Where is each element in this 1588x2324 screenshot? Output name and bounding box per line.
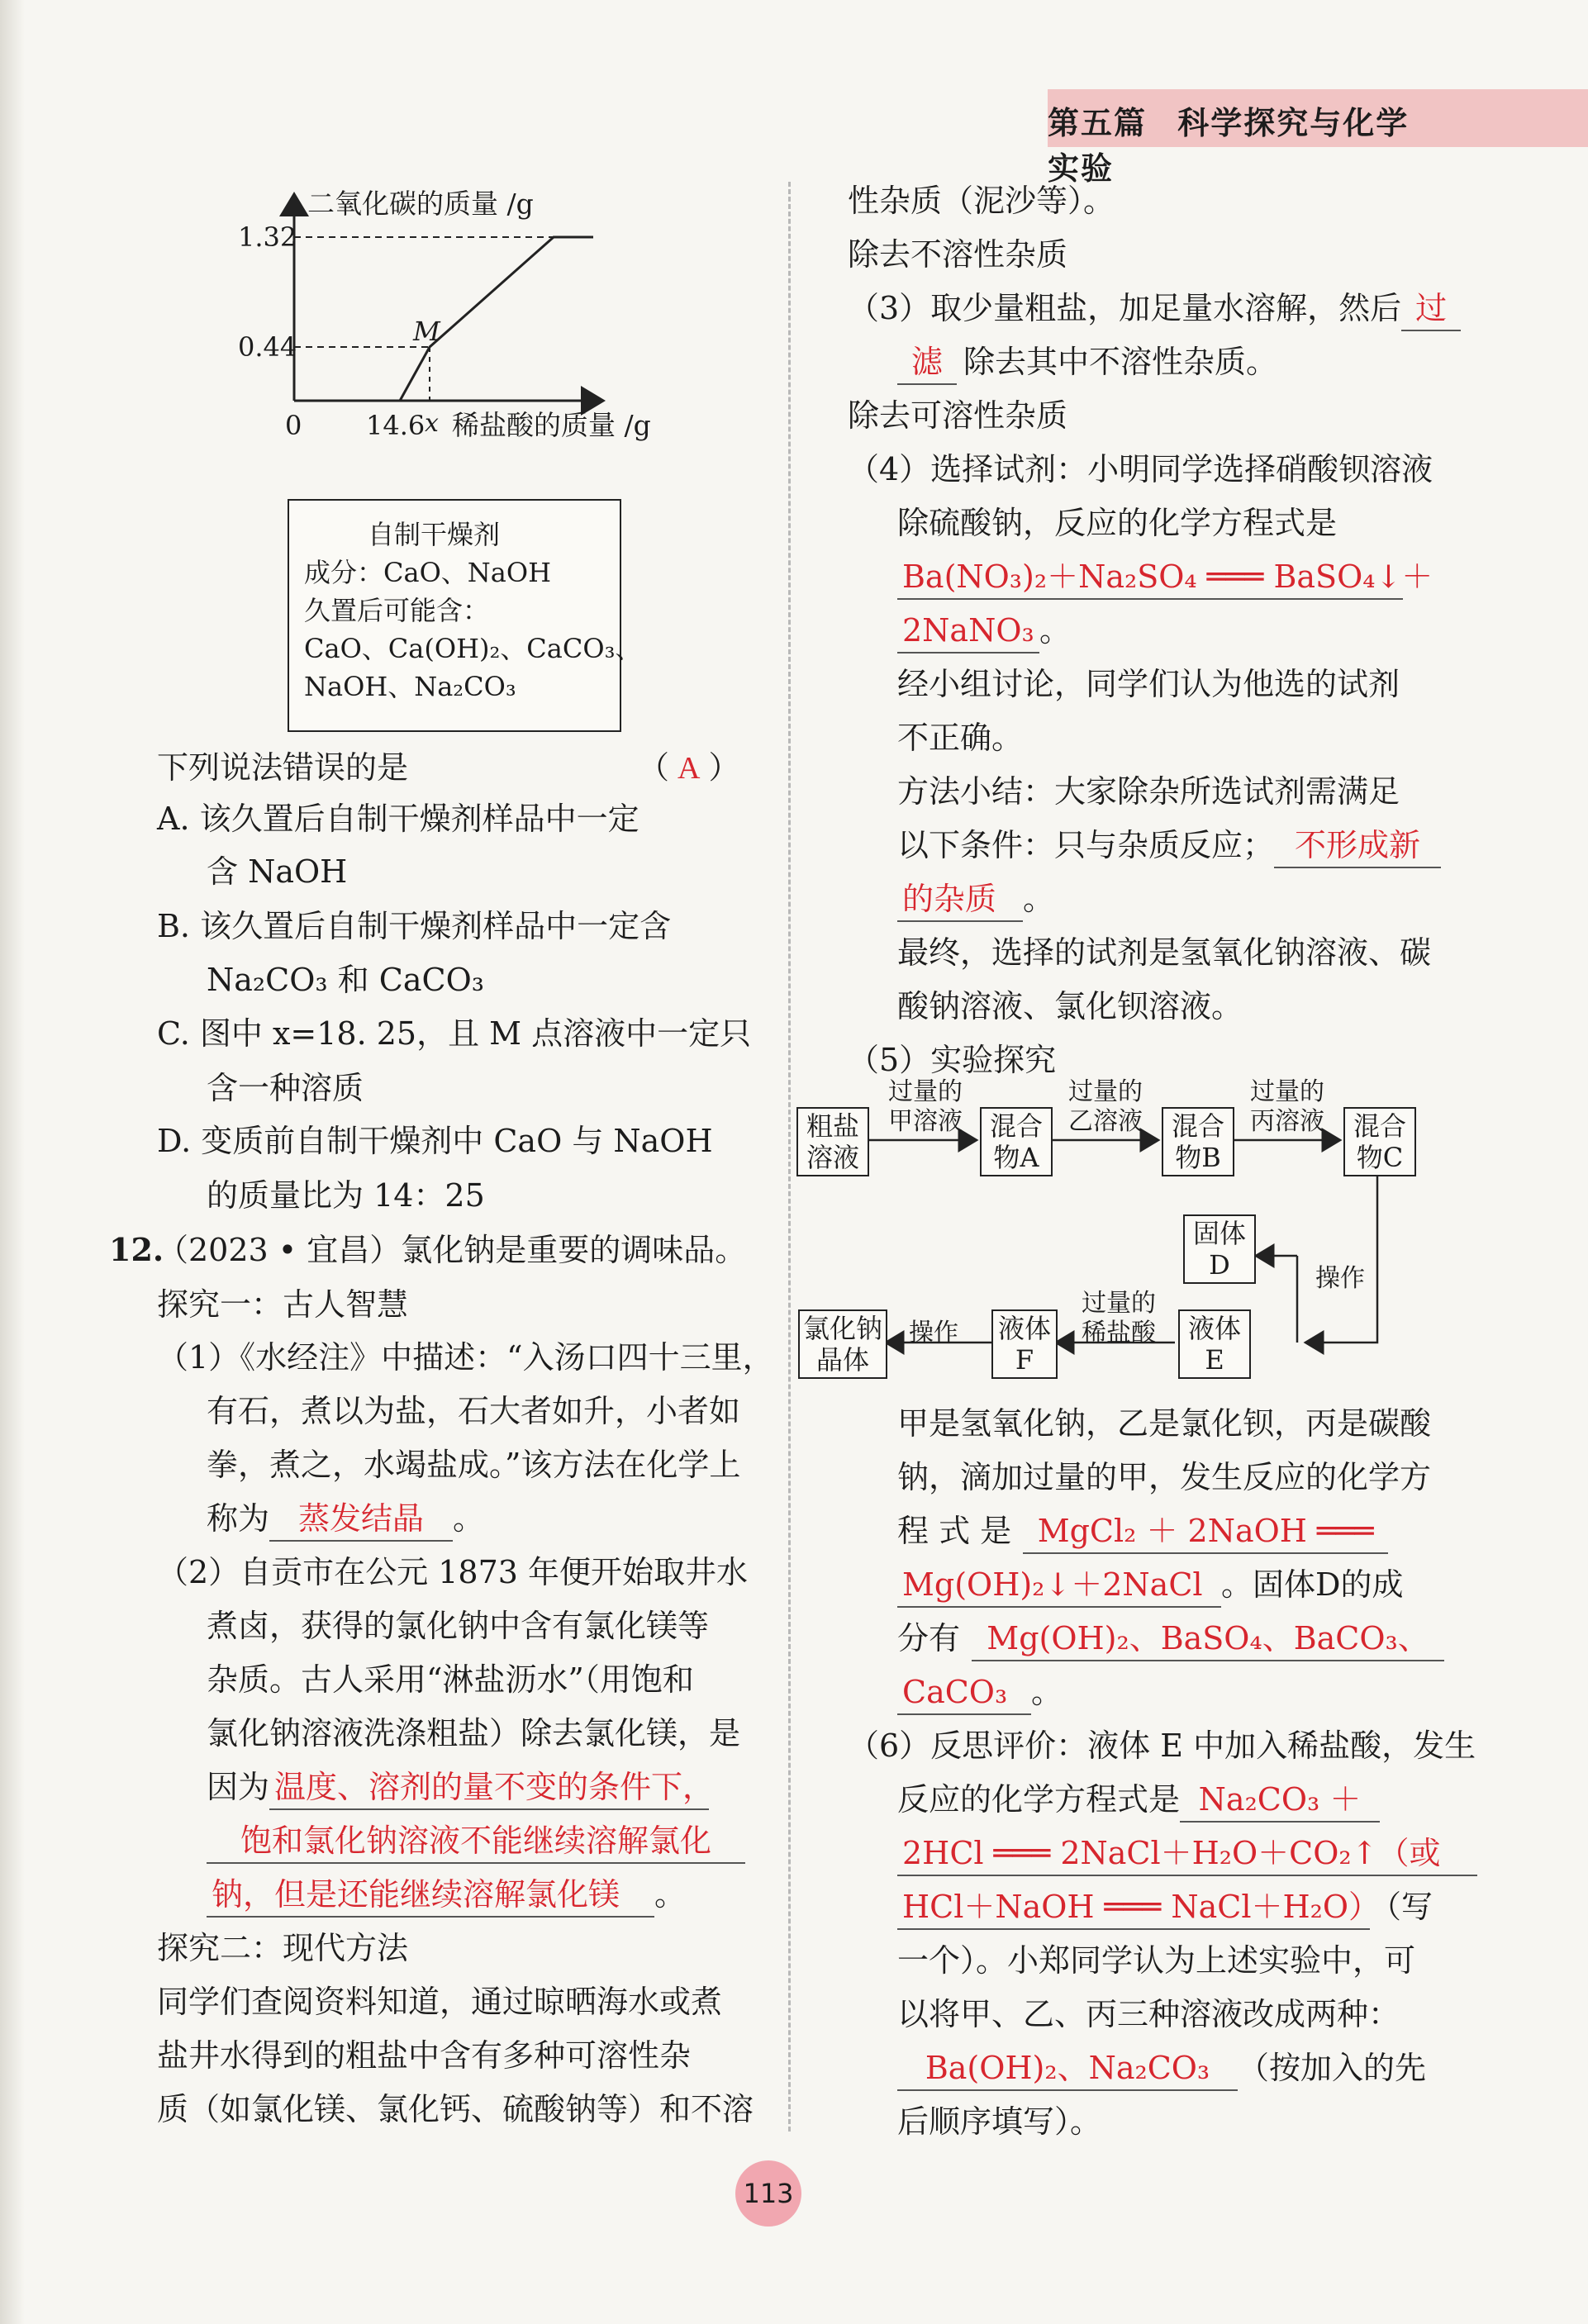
section-title: 科学探究与化学实验 [1048,105,1410,187]
p6-line1: （6）反思评价：液体 E 中加入稀盐酸，发生 [848,1728,1476,1764]
p2-answer-3: 钠，但是还能继续溶解氯化镁 [207,1873,654,1918]
mixture-a-box: 混合 物A [980,1107,1053,1176]
p6-answer-4: Ba(OH)₂、Na₂CO₃ [897,2046,1238,2091]
p5-line4-suffix: 。固体D的成 [1221,1566,1404,1603]
p4-line5: 经小组讨论，同学们认为他选的试剂 [897,666,1400,702]
desiccant-list-1: CaO、Ca(OH)₂、CaCO₃、 [304,633,642,664]
arrow2-label-bottom: 乙溶液 [1068,1107,1143,1136]
operation-label-2: 操作 [909,1319,958,1347]
q11-option-c-2: 含一种溶质 [207,1070,364,1106]
point-m-label: M [413,316,440,347]
p4-line8-prefix: 以下条件：只与杂质反应； [897,827,1275,863]
p4-line1: （4）选择试剂：小明同学选择硝酸钡溶液 [848,451,1433,487]
p2-line4: 氯化钠溶液洗涤粗盐）除去氯化镁，是 [207,1715,741,1751]
graph-ylabel: 二氧化碳的质量 /g [307,188,534,220]
desiccant-list-2: NaOH、Na₂CO₃ [304,671,516,702]
p4-line6: 不正确。 [897,720,1024,756]
p4-end2: 。 [1023,881,1055,917]
p2-answer-2: 饱和氯化钠溶液不能继续溶解氯化 [207,1819,745,1864]
p1-line1: （1）《水经注》中描述：“入汤口四十三里， [157,1339,774,1376]
p4-answer-3: 不形成新 [1274,824,1441,868]
arrow1-label-bottom: 甲溶液 [888,1107,963,1136]
arrow3-label-top: 过量的 [1250,1077,1324,1106]
bracket-close: ） [708,749,740,786]
inquiry-1-title: 探究一：古人智慧 [157,1286,409,1323]
bracket-open: （ [638,749,670,786]
p6-line5: 一个）。小郑同学认为上述实验中，可 [897,1942,1416,1979]
p4-answer-4: 的杂质 [897,877,1023,922]
p5-line2: 钠，滴加过量的甲，发生反应的化学方 [897,1459,1432,1495]
p2-end: 。 [654,1876,687,1913]
page-number: 113 [735,2160,801,2227]
p5-line4 [897,1559,1403,1610]
p6-line2-prefix: 反应的化学方程式是 [897,1781,1181,1818]
p5-line5 [897,1613,1444,1664]
p4-line7: 方法小结：大家除杂所选试剂需满足 [897,773,1400,810]
p4-line10: 最终，选择的试剂是氢氧化钠溶液、碳 [897,934,1432,971]
ytick-1.32: 1.32 [238,221,297,253]
p3-line1 [848,283,1461,334]
p3-suffix: 除去其中不溶性杂质。 [963,344,1278,380]
p3-line2 [897,336,1277,387]
q12-intro: （2023 • 宜昌）氯化钠是重要的调味品。 [157,1232,747,1268]
method-line3: 质（如氯化镁、氯化钙、硫酸钠等）和不溶 [157,2091,754,2127]
graph-xlabel: 稀盐酸的质量 /g [452,409,651,441]
method-line1: 同学们查阅资料知道，通过晾晒海水或煮 [157,1984,723,2020]
solid-d-box: 固体 D [1183,1214,1256,1284]
p6-line6: 以将甲、乙、丙三种溶液改成两种： [897,1996,1400,2032]
p5-line6 [897,1666,1063,1718]
q11-answer-bracket [638,742,739,794]
p4-answer-2: 2NaNO₃ [897,609,1039,653]
section-label: 第五篇 [1048,105,1148,141]
q11-option-a-1: A. 该久置后自制干燥剂样品中一定 [157,801,639,837]
arrow3-label-bottom: 丙溶液 [1250,1107,1324,1136]
q11-option-b-2: Na₂CO₃ 和 CaCO₃ [207,962,484,998]
p1-line3: 拳，煮之，水竭盐成。”该方法在化学上 [207,1447,741,1483]
p6-answer-3: HCl＋NaOH ═══ NaCl＋H₂O） [897,1885,1370,1930]
mixture-b-box: 混合 物B [1162,1107,1234,1176]
p5-answer-1: MgCl₂ ＋ 2NaOH ═══ [1023,1509,1388,1554]
ytick-0.44: 0.44 [238,331,297,363]
r-remove-insoluble: 除去不溶性杂质 [848,236,1068,273]
q11-option-b-1: B. 该久置后自制干燥剂样品中一定含 [157,908,672,944]
p1-answer: 蒸发结晶 [269,1497,453,1542]
origin-label: 0 [285,410,302,441]
p6-line4 [897,1881,1433,1932]
arrow1-label-top: 过量的 [888,1077,963,1106]
page-edge-shadow [0,0,25,2324]
p4-line9 [897,873,1054,924]
p6-answer-1: Na₂CO₃ ＋ [1180,1778,1380,1823]
p4-line2: 除硫酸钠，反应的化学方程式是 [897,505,1338,541]
desiccant-composition: 成分：CaO、NaOH [304,557,552,588]
p1-line4-end: 。 [453,1500,485,1537]
r-line1: 性杂质（泥沙等）。 [848,183,1115,219]
crude-salt-solution-box: 粗盐 溶液 [796,1107,869,1176]
q11-option-a-2: 含 NaOH [207,853,348,890]
p6-line2 [897,1774,1380,1825]
p5-line5-prefix: 分有 [897,1620,961,1656]
desiccant-may-contain: 久置后可能含： [304,595,490,626]
p2-line5 [207,1761,715,1813]
p3-answer-2: 滤 [897,340,957,385]
p5-answer-3: Mg(OH)₂、BaSO₄、BaCO₃、 [972,1617,1444,1661]
p5-answer-4: CaCO₃ [897,1671,1031,1715]
desiccant-info-box [288,499,642,732]
q12-number: 12. [109,1231,164,1268]
liquid-f-box: 液体 F [991,1309,1058,1379]
p2-answer-1: 温度、溶剂的量不变的条件下， [269,1766,709,1810]
p6-answer-2: 2HCl ═══ 2NaCl＋H₂O＋CO₂↑（或 [897,1832,1477,1876]
p4-line4 [897,605,1071,656]
p4-line8 [897,820,1441,871]
p3-prefix: （3）取少量粗盐，加足量水溶解，然后 [848,290,1402,326]
q11-answer: A [678,751,701,786]
p4-line3 [897,551,1433,602]
xtick-x: x [425,409,439,438]
p1-line2: 有石，煮以为盐，石大者如升，小者如 [207,1393,741,1429]
arrow4-label-bottom: 稀盐酸 [1082,1319,1156,1347]
p4-line11: 酸钠溶液、氯化钡溶液。 [897,988,1243,1024]
p1-line4 [207,1493,484,1544]
p2-line2: 煮卤，获得的氯化钠中含有氯化镁等 [207,1608,710,1644]
p4-end: 。 [1039,612,1072,649]
p2-line5-prefix: 因为 [207,1769,270,1805]
p2-line3: 杂质。古人采用“淋盐沥水”（用饱和 [207,1661,694,1698]
p5-title: （5）实验探究 [848,1042,1057,1078]
q11-option-d-1: D. 变质前自制干燥剂中 CaO 与 NaOH [157,1123,713,1159]
column-divider [788,182,791,2132]
p6-line7 [897,2042,1426,2094]
q11-option-d-2: 的质量比为 14：25 [207,1177,485,1214]
p6-line3 [897,1827,1477,1879]
arrow2-label-top: 过量的 [1068,1077,1143,1106]
p2-line6 [207,1815,745,1866]
p6-line8: 后顺序填写）。 [897,2103,1102,2140]
operation-label-1: 操作 [1315,1264,1365,1293]
p5-end: 。 [1031,1674,1063,1710]
q11-stem: 下列说法错误的是 [157,749,409,786]
r-remove-soluble: 除去可溶性杂质 [848,397,1068,434]
liquid-e-box: 液体 E [1178,1309,1251,1379]
p3-answer-1: 过 [1401,287,1461,331]
q11-option-c-1: C. 图中 x=18. 25，且 M 点溶液中一定只 [157,1015,752,1052]
p6-line7-suffix: （按加入的先 [1238,2050,1427,2086]
p6-line4-suffix: （写 [1370,1889,1433,1925]
desiccant-title: 自制干燥剂 [368,519,501,550]
inquiry-2-title: 探究二：现代方法 [157,1930,409,1966]
p4-answer-1: Ba(NO₃)₂＋Na₂SO₄ ═══ BaSO₄↓＋ [897,555,1403,600]
p2-line7 [207,1869,686,1920]
method-line2: 盐井水得到的粗盐中含有多种可溶性杂 [157,2037,692,2074]
p5-answer-2: Mg(OH)₂↓＋2NaCl [897,1563,1221,1608]
p2-line1: （2）自贡市在公元 1873 年便开始取井水 [157,1554,749,1590]
mixture-c-box: 混合 物C [1343,1107,1416,1176]
arrow4-label-top: 过量的 [1082,1289,1156,1318]
p5-line3 [897,1505,1388,1556]
nacl-crystal-box: 氯化钠 晶体 [798,1309,887,1379]
p1-line4-prefix: 称为 [207,1500,270,1537]
p5-line1: 甲是氢氧化钠，乙是氯化钡，丙是碳酸 [897,1405,1432,1442]
xtick-14.6: 14.6 [366,410,426,441]
header-band [1048,89,1588,187]
p5-line3-prefix: 程 式 是 [897,1513,1012,1549]
